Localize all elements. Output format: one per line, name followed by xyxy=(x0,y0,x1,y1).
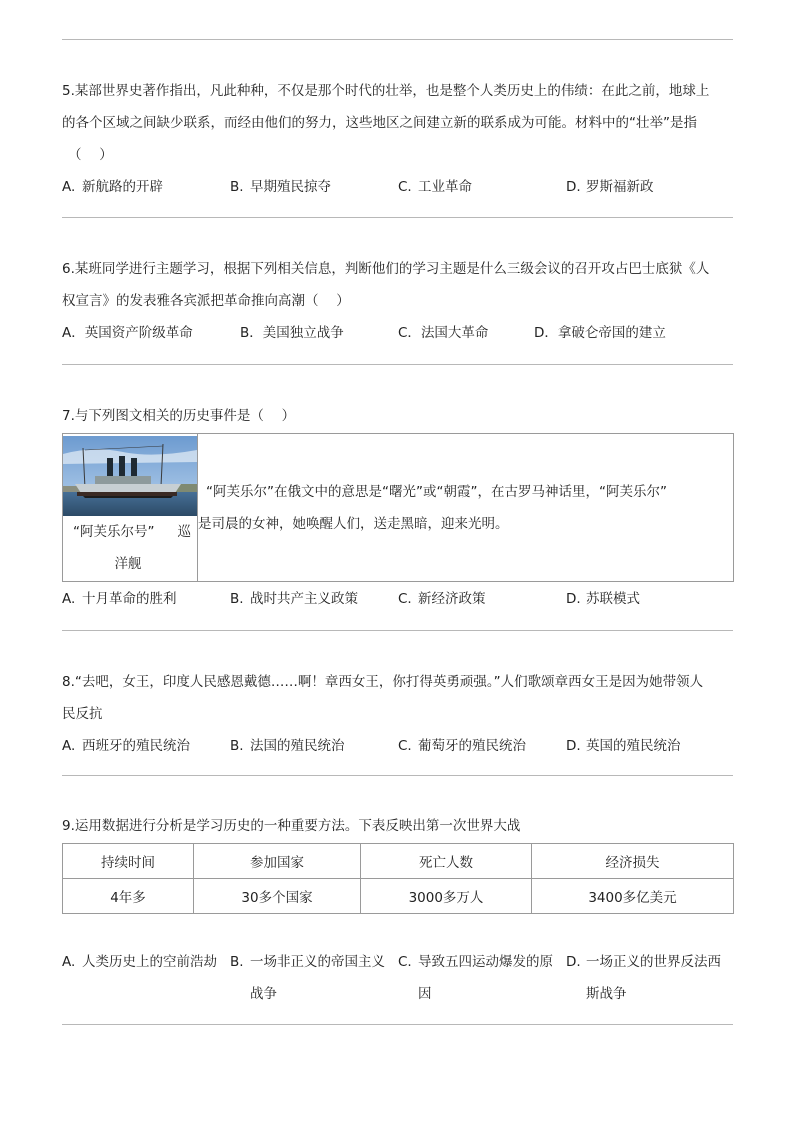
option-b[interactable]: B. 法国的殖民统治 xyxy=(230,738,345,754)
option-a[interactable]: A. 西班牙的殖民统治 xyxy=(62,738,190,754)
option-b[interactable]: B. 战时共产主义政策 xyxy=(230,591,358,607)
question-stem: 的各个区域之间缺少联系，而经由他们的努力，这些地区之间建立新的联系成为可能。材料中的“壮举”是指 xyxy=(62,115,697,131)
question-stem: 民反抗 xyxy=(62,706,103,722)
question-7 xyxy=(62,400,734,432)
table-header: 参加国家 xyxy=(194,844,361,879)
divider xyxy=(62,1024,733,1025)
divider xyxy=(62,39,733,40)
divider xyxy=(62,630,733,631)
option-a[interactable]: A. 十月革命的胜利 xyxy=(62,591,177,607)
divider xyxy=(62,217,733,218)
option-a[interactable]: A. 新航路的开辟 xyxy=(62,179,163,195)
divider xyxy=(62,364,733,365)
image-caption: “阿芙乐尔号” 巡 洋舰 xyxy=(73,523,191,572)
cruiser-photo xyxy=(63,436,197,516)
question-5 xyxy=(62,75,734,203)
description-text: “阿芙乐尔”在俄文中的意思是“曙光”或“朝霞”，在古罗马神话里，“阿芙乐尔” xyxy=(206,483,667,500)
option-d[interactable]: D．拿破仑帝国的建立 xyxy=(534,325,666,341)
option-c[interactable]: C．法国大革命 xyxy=(398,325,489,341)
description-text: 是司晨的女神，她唤醒人们，送走黑暗，迎来光明。 xyxy=(198,515,509,532)
options xyxy=(62,171,734,203)
table-cell: 3000多万人 xyxy=(361,879,532,914)
image-text-table xyxy=(62,433,734,582)
table-header-row xyxy=(63,844,734,879)
image-cell xyxy=(63,434,198,582)
question-stem: 6.某班同学进行主题学习，根据下列相关信息，判断他们的学习主题是什么三级会议的召开攻占巴士底狱《人 xyxy=(62,261,710,277)
option-c[interactable]: C. 导致五四运动爆发的原因 xyxy=(398,954,553,1002)
option-a[interactable]: A．英国资产阶级革命 xyxy=(62,325,193,341)
question-stem: 8.“去吧，女王，印度人民感恩戴德……啊！章西女王，你打得英勇顽强。”人们歌颂章西女王是因为她带领人 xyxy=(62,674,704,690)
option-c[interactable]: C. 新经济政策 xyxy=(398,591,486,607)
option-d[interactable]: D. 英国的殖民统治 xyxy=(566,738,681,754)
option-a[interactable]: A. 人类历史上的空前浩劫 xyxy=(62,954,217,970)
option-d[interactable]: D. 苏联模式 xyxy=(566,591,640,607)
description-cell xyxy=(198,434,734,582)
question-stem: 5.某部世界史著作指出，凡此种种，不仅是那个时代的壮举，也是整个人类历史上的伟绩：在此之前，地球上 xyxy=(62,83,710,99)
table-cell: 30多个国家 xyxy=(194,879,361,914)
option-b[interactable]: B．美国独立战争 xyxy=(240,325,344,341)
options xyxy=(62,583,734,615)
table-header: 经济损失 xyxy=(532,844,734,879)
question-stem: 权宣言》的发表雅各宾派把革命推向高潮（ ） xyxy=(62,293,350,309)
question-6 xyxy=(62,253,734,349)
option-b[interactable]: B. 早期殖民掠夺 xyxy=(230,179,331,195)
question-stem: 9.运用数据进行分析是学习历史的一种重要方法。下表反映出第一次世界大战 xyxy=(62,818,521,834)
question-9 xyxy=(62,810,734,842)
table-cell: 3400多亿美元 xyxy=(532,879,734,914)
table-row xyxy=(63,879,734,914)
option-c[interactable]: C. 工业革命 xyxy=(398,179,472,195)
table-header: 持续时间 xyxy=(63,844,194,879)
question-9-options xyxy=(62,946,734,1010)
question-7-options xyxy=(62,583,734,615)
table-header: 死亡人数 xyxy=(361,844,532,879)
option-d[interactable]: D. 罗斯福新政 xyxy=(566,179,654,195)
option-c[interactable]: C. 葡萄牙的殖民统治 xyxy=(398,738,526,754)
question-8 xyxy=(62,666,734,762)
answer-blank: （ ） xyxy=(68,147,113,163)
question-stem: 7.与下列图文相关的历史事件是（ ） xyxy=(62,408,296,424)
data-table xyxy=(62,843,734,914)
option-d[interactable]: D. 一场正义的世界反法西斯战争 xyxy=(566,954,721,1002)
table-cell: 4年多 xyxy=(63,879,194,914)
option-b[interactable]: B. 一场非正义的帝国主义战争 xyxy=(230,954,385,1002)
divider xyxy=(62,775,733,776)
options xyxy=(62,317,734,349)
options xyxy=(62,730,734,762)
